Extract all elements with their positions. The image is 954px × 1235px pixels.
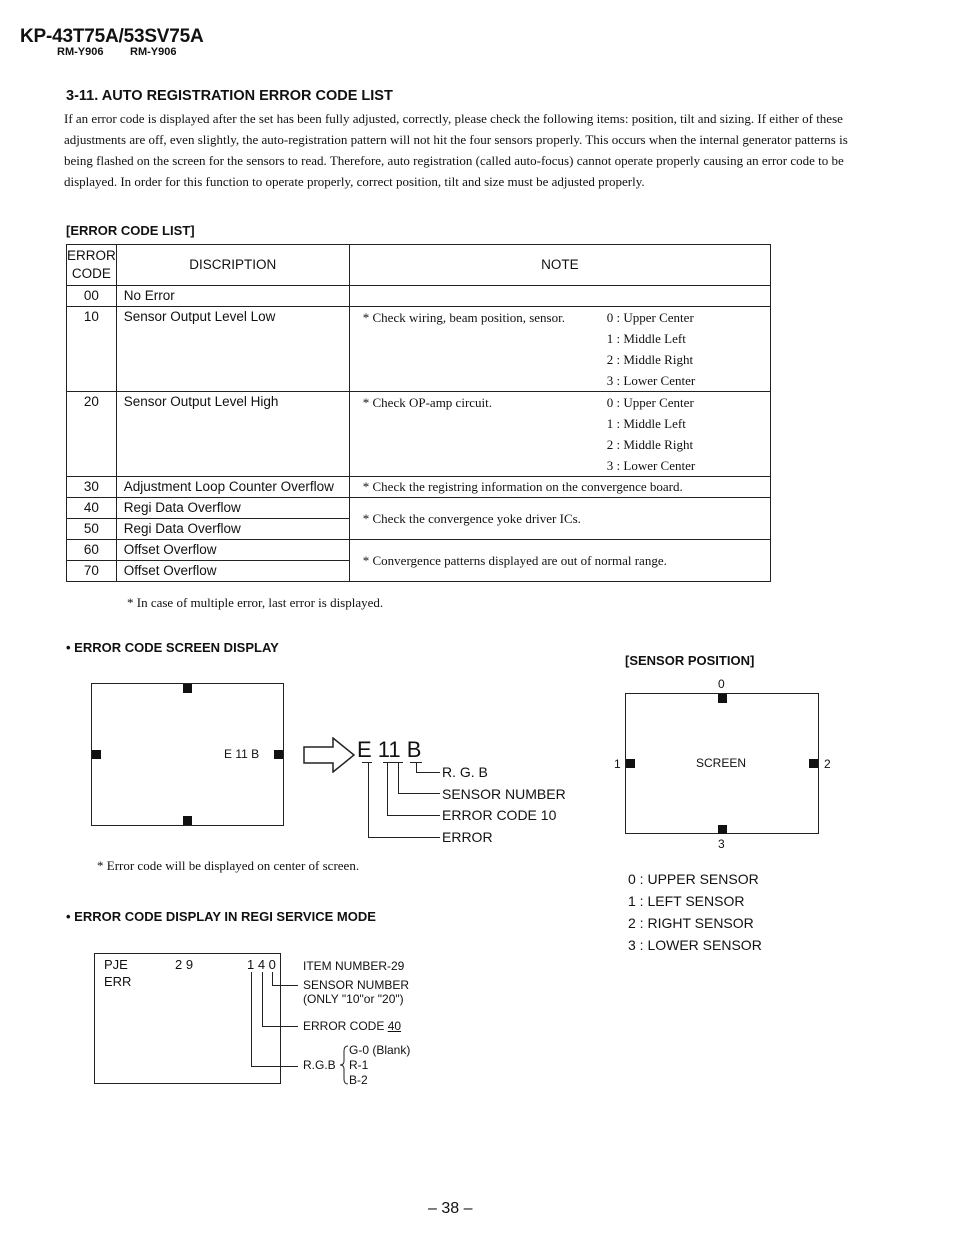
position-item: 0 : Upper Center [606,310,694,325]
brace-icon [339,1045,349,1085]
error-description: Offset Overflow [116,540,349,561]
rgb-value: G-0 (Blank) [349,1043,411,1057]
underline-e [362,762,372,763]
position-list [607,307,695,391]
leader-error-h [368,837,440,838]
header-note: NOTE [349,245,770,286]
table-header-row [67,245,771,286]
error-note [349,307,770,392]
sensor-marker-right [274,750,283,759]
sensor-marker-1 [626,759,635,768]
section-title: 3-11. AUTO REGISTRATION ERROR CODE LIST [66,88,393,104]
sensor-number-0: 0 [718,677,725,691]
error-code-list-title: [ERROR CODE LIST] [66,223,195,238]
regi-error-code-value: 40 [387,1019,402,1033]
screen-display-diagram [91,683,284,826]
regi-rgb-label: R.G.B [303,1058,336,1072]
leader-error-v [368,762,369,837]
note-text: * Check wiring, beam position, sensor. [362,310,565,325]
error-note: * Check the registring information on the convergence board. [349,477,770,498]
sensor-marker-left [92,750,101,759]
arrow-right-icon [303,737,355,773]
error-description: Regi Data Overflow [116,498,349,519]
screen-error-code: E 11 B [224,747,260,761]
sensor-marker-top [183,684,192,693]
label-sensor-number: SENSOR NUMBER [442,786,566,802]
position-item: 0 : Upper Center [606,395,694,410]
leader-rgb-h [416,772,440,773]
leader-sensor-v [398,762,399,793]
error-code: 40 [67,498,117,519]
regi-line1-code: 1 4 0 [247,957,276,972]
label-rgb: R. G. B [442,764,488,780]
leader-code-h [387,815,440,816]
regi-leader-code-v [262,972,263,1026]
sensor-marker-0 [718,694,727,703]
table-row [67,498,771,519]
position-item: 3 : Lower Center [606,458,696,473]
sensor-marker-2 [809,759,818,768]
header-description: DISCRIPTION [116,245,349,286]
leader-sensor-h [398,793,440,794]
sensor-marker-3 [718,825,727,834]
error-description: Offset Overflow [116,561,349,582]
note-text: * Check OP-amp circuit. [362,395,493,410]
underline-11 [383,762,403,763]
regi-leader-sensor-v [272,972,273,985]
screen-display-title: • ERROR CODE SCREEN DISPLAY [66,640,279,655]
error-note: * Convergence patterns displayed are out of normal range. [349,540,770,582]
regi-error-code-label: ERROR CODE [303,1019,388,1033]
position-item: 1 : Middle Left [606,416,686,431]
regi-rgb-values [349,1043,410,1088]
regi-leader-code-h [262,1026,298,1027]
error-description: Adjustment Loop Counter Overflow [116,477,349,498]
error-code: 70 [67,561,117,582]
position-item: 2 : Middle Right [606,352,694,367]
table-row [67,286,771,307]
label-error: ERROR [442,829,493,845]
error-code: 50 [67,519,117,540]
rgb-value: R-1 [349,1058,369,1072]
big-error-code: E 11 B [357,737,422,762]
error-code: 60 [67,540,117,561]
label-error-code: ERROR CODE 10 [442,807,557,823]
regi-mode-title: • ERROR CODE DISPLAY IN REGI SERVICE MODE [66,909,376,924]
page-number: – 38 – [428,1200,473,1217]
error-note: * Check the convergence yoke driver ICs. [349,498,770,540]
error-code: 30 [67,477,117,498]
legend-item: 3 : LOWER SENSOR [628,937,762,953]
sensor-position-title: [SENSOR POSITION] [625,653,755,668]
sensor-position-diagram [625,693,819,834]
table-row [67,477,771,498]
position-item: 3 : Lower Center [606,373,696,388]
rgb-value: B-2 [349,1073,368,1087]
remote-model-1: RM-Y906 [57,46,104,58]
regi-leader-rgb-h [251,1066,298,1067]
regi-line2-err: ERR [104,974,132,989]
table-row [67,540,771,561]
regi-line1-pje: PJE [104,957,128,972]
table-row [67,392,771,477]
legend-item: 2 : RIGHT SENSOR [628,915,754,931]
sensor-legend [628,868,762,956]
error-code: 10 [67,307,117,392]
section-paragraph: If an error code is displayed after the set has been fully adjusted, correctly, please check the following items: position, tilt and sizing. If either of these adjustments are off, even slightly, the auto-registration pattern will not hit the four sensors properly. This occurs when the internal generator patterns is being flashed on the screen for the sensors to read. Therefore, auto registration (called auto-focus) cannot operate properly causing an error code to be displayed. In order for this function to operate properly, correct position, tilt and size must be adjusted properly. [64,111,848,189]
position-item: 2 : Middle Right [606,437,694,452]
error-description: No Error [116,286,349,307]
screen-label: SCREEN [696,756,747,770]
error-code: 00 [67,286,117,307]
regi-error-code [303,1019,401,1033]
table-footnote: * In case of multiple error, last error is displayed. [127,595,384,610]
sensor-number-2: 2 [824,757,831,771]
table-row [67,307,771,392]
error-description: Sensor Output Level High [116,392,349,477]
error-code-table [66,244,771,582]
position-item: 1 : Middle Left [606,331,686,346]
sensor-number-3: 3 [718,837,725,851]
position-list [607,392,695,476]
error-code: 20 [67,392,117,477]
leader-rgb-v [416,762,417,772]
regi-line1-item: 2 9 [175,957,194,972]
remote-model-2: RM-Y906 [130,46,177,58]
regi-leader-rgb-v [251,972,252,1066]
error-note [349,286,770,307]
error-description: Sensor Output Level Low [116,307,349,392]
regi-mode-screen [94,953,281,1084]
error-note [349,392,770,477]
regi-item-number: ITEM NUMBER-29 [303,959,405,973]
legend-item: 0 : UPPER SENSOR [628,871,759,887]
regi-sensor-note: (ONLY "10"or "20") [303,992,404,1006]
sensor-marker-bottom [183,816,192,825]
sensor-number-1: 1 [614,757,621,771]
regi-leader-sensor-h [272,985,298,986]
header-error-code: ERROR CODE [67,245,117,286]
error-description: Regi Data Overflow [116,519,349,540]
regi-sensor-number: SENSOR NUMBER [303,978,410,992]
screen-display-footnote: * Error code will be displayed on center of screen. [97,858,360,873]
model-title: KP-43T75A/53SV75A [20,26,204,47]
legend-item: 1 : LEFT SENSOR [628,893,745,909]
leader-code-v [387,762,388,815]
